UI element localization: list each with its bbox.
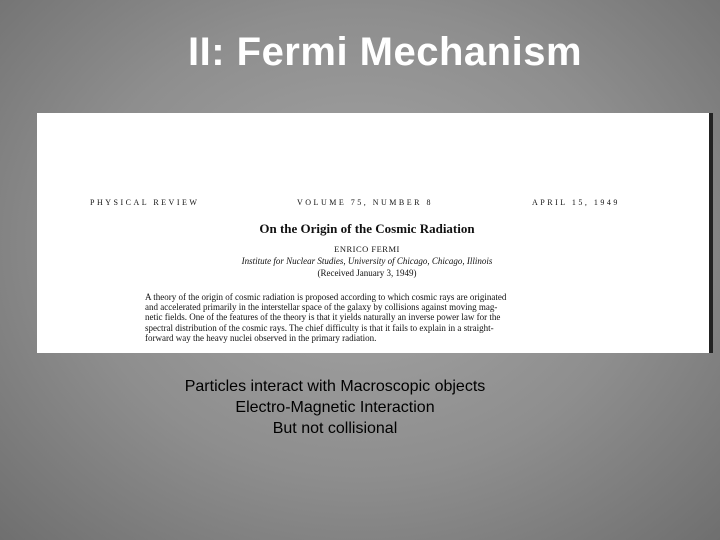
abstract-line: and accelerated primarily in the interstellar space of the galaxy by collisions against moving mag-	[145, 302, 498, 313]
paper-title: On the Origin of the Cosmic Radiation	[259, 221, 475, 236]
abstract-line: netic fields. One of the features of the theory is that it yields naturally an inverse power law for the	[145, 312, 501, 323]
bullet-line: Particles interact with Macroscopic objects	[184, 378, 486, 395]
abstract-line: A theory of the origin of cosmic radiation is proposed according to which cosmic rays are originated	[145, 292, 507, 302]
paper-abstract	[145, 292, 570, 343]
slide-bullets	[130, 376, 540, 439]
paper-author: ENRICO FERMI	[334, 244, 400, 254]
volume-number: VOLUME 75, NUMBER 8	[297, 198, 433, 207]
bullet-line: But not collisional	[272, 420, 398, 437]
abstract-line: forward way the heavy nuclei observed in the primary radiation.	[145, 332, 377, 343]
received-date: (Received January 3, 1949)	[317, 268, 417, 278]
publication-date: APRIL 15, 1949	[532, 198, 620, 207]
bullet-line: Electro-Magnetic Interaction	[235, 399, 435, 416]
journal-name: PHYSICAL REVIEW	[90, 198, 200, 207]
paper-affiliation: Institute for Nuclear Studies, University of Chicago, Chicago, Illinois	[241, 256, 493, 266]
abstract-line: spectral distribution of the cosmic rays. The chief difficulty is that it fails to explain in a straight-	[145, 322, 494, 333]
paper-excerpt-image	[37, 113, 713, 353]
slide-title: II: Fermi Mechanism	[187, 30, 583, 74]
